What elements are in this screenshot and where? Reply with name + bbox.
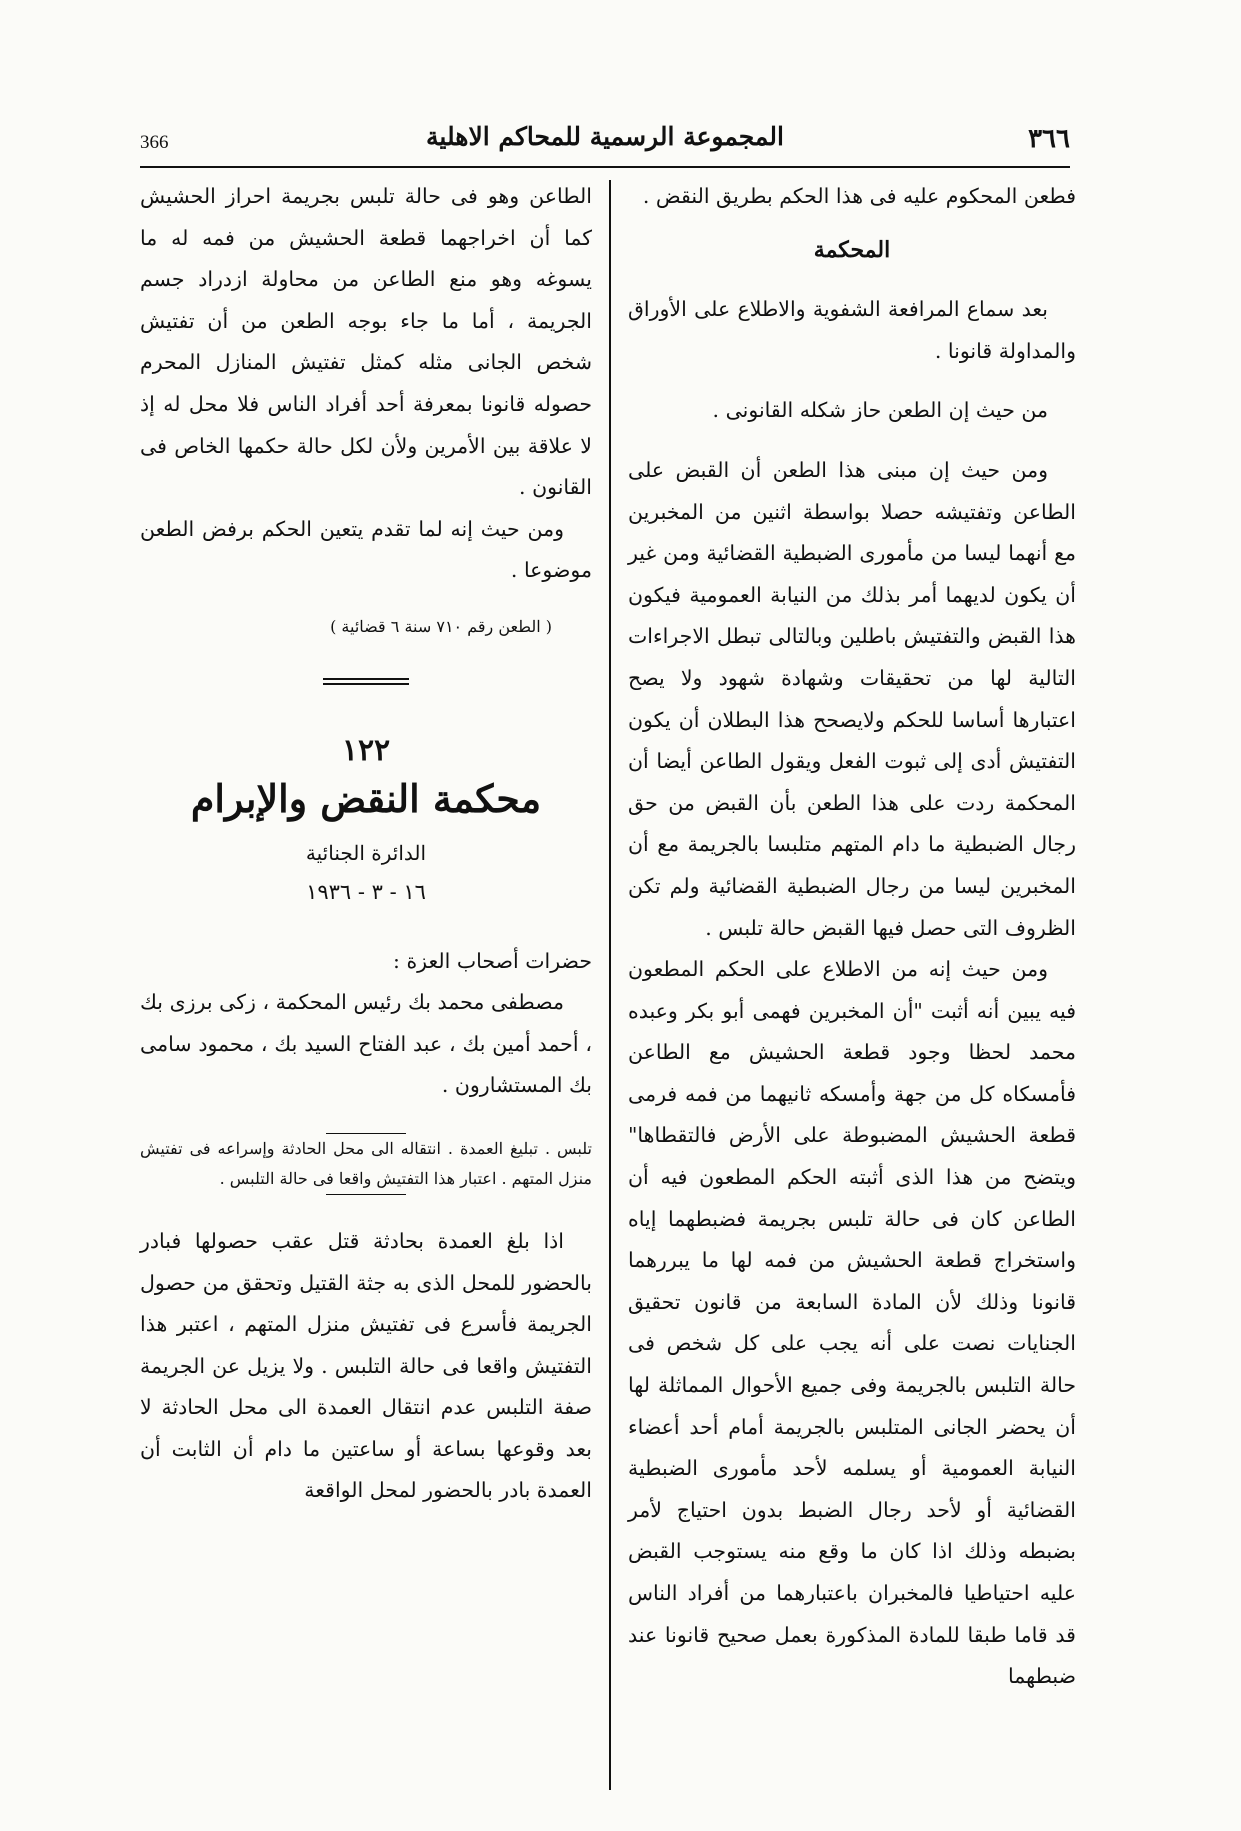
case-summary: تلبس . تبليغ العمدة . انتقاله الى محل الحادثة وإسراعه فى تفتيش منزل المتهم . اعتبار هذا التفتيش واقعا فى حالة التلبس . [140,1138,592,1188]
attendance-line: حضرات أصحاب العزة : [393,948,592,973]
right-column [628,176,1076,1698]
paragraph: من حيث إن الطعن حاز شكله القانونى . [712,398,1048,423]
section-heading: المحكمة [813,236,891,263]
circuit-name: الدائرة الجنائية [305,840,427,865]
left-column [140,176,592,1512]
header-rule [140,166,1070,168]
paragraph: ومن حيث إنه لما تقدم يتعين الحكم برفض الطعن موضوعا . [140,516,592,583]
paragraph: ومن حيث إن مبنى هذا الطعن أن القبض على الطاعن وتفتيشه حصلا بواسطة اثنين من المخبرين مع أنهما ليسا من مأمورى الضبطية القضائية ومن غير أن يكون لديهما أمر بذلك من النيابة العمومية فيكون هذا القبض والتفتيش باطلين وبالتالى تبطل الاجراءات التالية لها من تحقيقات وشهادة شهود ولا يصح اعتبارها أساسا للحكم ولايصحح هذا البطلان أن يكون التفتيش أدى إلى ثبوت الفعل ويقول الطاعن أيضا أن المحكمة ردت على هذا الطعن بأن القبض من حق رجال الضبطية ما دام المتهم متلبسا بالجريمة مع أن المخبرين ليسا من رجال الضبطية القضائية ولم تكن الظروف التى حصل فيها القبض حالة تلبس . [628,457,1076,940]
paragraph: الطاعن وهو فى حالة تلبس بجريمة احراز الحشيش كما أن اخراجهما قطعة الحشيش من فمه له ما يسوغه وهو منع الطاعن من محاولة ازدراد جسم الجريمة ، أما ما جاء بوجه الطعن من أن تفتيش شخص الجانى مثله كمثل تفتيش المنازل المحرم حصوله قانونا بمعرفة أحد أفراد الناس فلا محل له إذ لا علاقة بين الأمرين ولأن لكل حالة حكمها الخاص فى القانون . [140,184,592,500]
running-title: المجموعة الرسمية للمحاكم الاهلية [426,122,784,151]
page-header [140,118,1070,164]
section-separator [323,678,409,685]
column-divider [609,180,611,1790]
paragraph: فطعن المحكوم عليه فى هذا الحكم بطريق النقض . [642,184,1076,208]
court-name: محكمة النقض والإبرام [190,775,542,821]
case-number: ١٢٢ [341,732,391,768]
page-number-arabic: ٣٦٦ [1028,124,1070,154]
case-citation: ( الطعن رقم ٧١٠ سنة ٦ قضائية ) [330,616,552,636]
judges-list: مصطفى محمد بك رئيس المحكمة ، زكى برزى بك ، أحمد أمين بك ، عبد الفتاح السيد بك ، محمود سامى بك المستشارون . [140,990,592,1098]
paragraph: ومن حيث إنه من الاطلاع على الحكم المطعون فيه يبين أنه أثبت "أن المخبرين فهمى أبو بكر وعبده محمد لحظا وجود قطعة الحشيش مع الطاعن فأمسكاه كل من جهة وأمسكه ثانيهما من فمه فرمى قطعة الحشيش المضبوطة على الأرض فالتقطاها" ويتضح من هذا الذى أثبته الحكم المطعون فيه أن الطاعن كان فى حالة تلبس بجريمة فضبطهما إياه واستخراج قطعة الحشيش من فمه لها ما يبررهما قانونا وذلك لأن المادة السابعة من قانون تحقيق الجنايات نصت على أنه يجب على كل شخص فى حالة التلبس بالجريمة وفى جميع الأحوال المماثلة لها أن يحضر الجانى المتلبس بالجريمة أمام أحد أعضاء النيابة العمومية أو يسلمه لأحد مأمورى الضبطية القضائية أو لأحد رجال الضبط بدون احتياج لأمر بضبطه وذلك اذا كان ما وقع منه يستوجب القبض عليه احتياطيا فالمخبران باعتبارهما من أفراد الناس قد قاما طبقا للمادة المذكورة بعمل صحيح قانونا عند ضبطهما [628,957,1076,1689]
paragraph: بعد سماع المرافعة الشفوية والاطلاع على الأوراق والمداولة قانونا . [628,297,1076,363]
page-number-latin: 366 [140,132,169,153]
paragraph: اذا بلغ العمدة بحادثة قتل عقب حصولها فبادر بالحضور للمحل الذى به جثة القتيل وتحقق من حصول الجريمة فأسرع فى تفتيش منزل المتهم ، اعتبر هذا التفتيش واقعا فى حالة التلبس . ولا يزيل عن الجريمة صفة التلبس عدم انتقال العمدة الى محل الحادثة لا بعد وقوعها بساعة أو ساعتين ما دام أن الثابت أن العمدة بادر بالحضور لمحل الواقعة [140,1228,592,1503]
ruling-date: ١٦ - ٣ - ١٩٣٦ [306,879,426,904]
